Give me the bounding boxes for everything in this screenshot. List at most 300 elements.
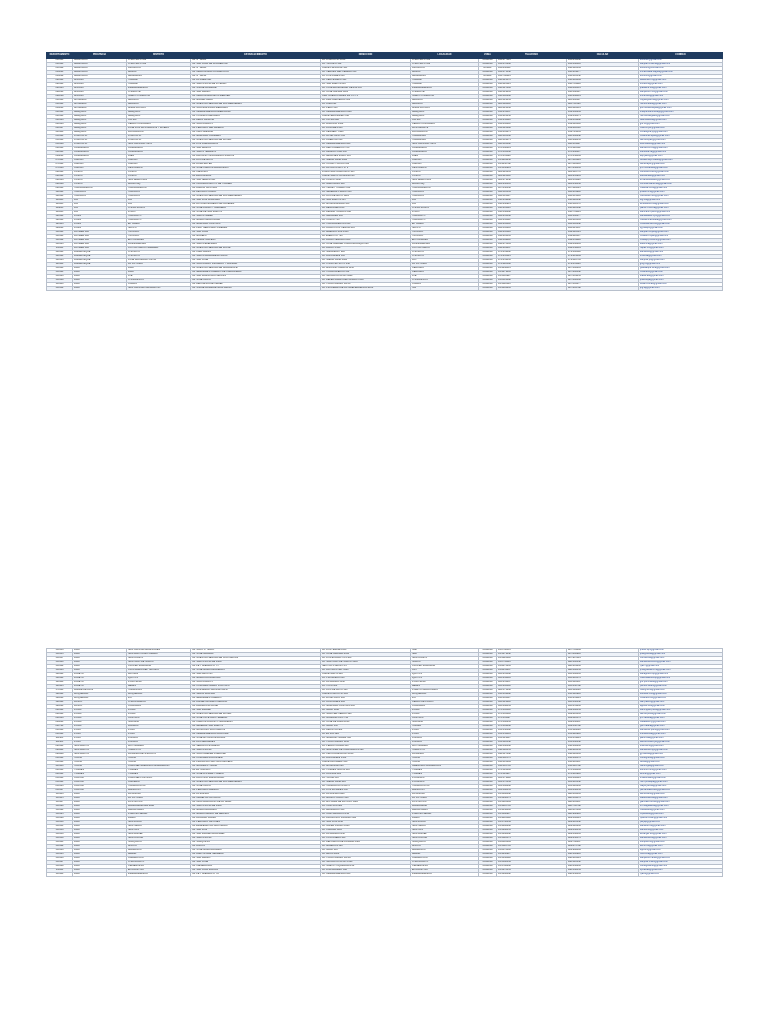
table-cell: I.E. FE Y ALEGRIA N° 17 bbox=[191, 665, 321, 669]
table-cell: 230101 bbox=[47, 757, 73, 761]
table-cell: LIMA bbox=[73, 287, 127, 291]
table-cell: 150130 bbox=[47, 821, 73, 825]
table-cell: 952-210687 bbox=[567, 761, 639, 765]
table-cell: SAN MARTIN bbox=[73, 749, 127, 753]
table-cell: I.E. JUAN ESPINOZA MEDRANO bbox=[191, 107, 321, 111]
email-cell: ciroalegria.pp@gmail.com bbox=[639, 131, 723, 135]
table-cell: I.E. NUESTRA SEÑORA DE LAS MERCEDES bbox=[191, 781, 321, 785]
table-cell: 966-100238 bbox=[567, 135, 639, 139]
table-cell: 054-425690 bbox=[497, 127, 567, 131]
table-cell: AV. SAENZ PEÑA 1020 bbox=[321, 159, 411, 163]
table-cell: I.E. SANTA ROSA bbox=[191, 749, 321, 753]
table-cell: CUSCO bbox=[73, 171, 127, 175]
email-cell: edelmira@gmail.com bbox=[639, 243, 723, 247]
table-cell: 01-4750139 bbox=[497, 821, 567, 825]
table-cell: LA VICTORIA bbox=[411, 797, 479, 801]
table-cell: 989-650576 bbox=[567, 837, 639, 841]
table-cell: I.E. ISABEL LA CATOLICA bbox=[191, 797, 321, 801]
table-cell: URBANA bbox=[479, 789, 497, 793]
table-cell: SAN MIGUEL bbox=[127, 833, 191, 837]
table-cell: APURIMAC bbox=[73, 99, 127, 103]
email-cell: olaya.yarina@gmail.com bbox=[639, 785, 723, 789]
email-cell: fya17@gmail.com bbox=[639, 665, 723, 669]
table-cell: URBANA bbox=[479, 685, 497, 689]
table-cell: 987-301455 bbox=[567, 275, 639, 279]
table-cell: MAGDALENA DEL MAR bbox=[127, 805, 191, 809]
table-cell: 043-318260 bbox=[497, 95, 567, 99]
table-cell: I.E. N° 18001 bbox=[191, 59, 321, 63]
table-cell: AV. LARCO 1540 bbox=[321, 247, 411, 251]
table-cell: 990-540354 bbox=[567, 869, 639, 873]
table-cell: 962-315410 bbox=[567, 195, 639, 199]
table-cell: LIMA bbox=[73, 661, 127, 665]
table-cell: URBANA bbox=[479, 833, 497, 837]
email-cell: smsofia@gmail.com bbox=[639, 255, 723, 259]
table-cell: SURCO bbox=[411, 661, 479, 665]
table-cell: I.E. JUAN PABLO II bbox=[191, 681, 321, 685]
table-cell: I.E. MERCEDES CABELLO DE CARBONERA bbox=[191, 271, 321, 275]
table-cell: I.E. PERUANO ALEMAN bbox=[191, 789, 321, 793]
table-cell: CAJAMARCA bbox=[127, 151, 191, 155]
table-cell: 01-4271803 bbox=[497, 271, 567, 275]
table-cell: LIMA bbox=[73, 809, 127, 813]
table-cell: LIMA bbox=[127, 271, 191, 275]
table-cell: 969-100354 bbox=[567, 709, 639, 713]
table-cell: 949-552019 bbox=[567, 247, 639, 251]
table-cell: 052-413684 bbox=[497, 761, 567, 765]
table-cell: CASTILLA bbox=[127, 717, 191, 721]
table-cell: 965-210576 bbox=[567, 677, 639, 681]
table-cell: AV. EL SOL 820 bbox=[321, 733, 411, 737]
table-cell: HUANUCO bbox=[411, 191, 479, 195]
table-cell: 150134 bbox=[47, 829, 73, 833]
table-cell: 01-3240573 bbox=[497, 797, 567, 801]
table-cell: 953-120910 bbox=[567, 693, 639, 697]
table-cell: AV. ARAMBURU 340 bbox=[321, 809, 411, 813]
table-cell: CHINCHA ALTA bbox=[127, 207, 191, 211]
table-cell: I.E. NUESTRA SEÑORA DE LAS MERCEDES bbox=[191, 195, 321, 199]
email-cell: ie18045@hotmail.com bbox=[639, 67, 723, 71]
table-cell: TARAPOTO bbox=[411, 749, 479, 753]
table-cell: 120114 bbox=[47, 223, 73, 227]
email-cell: lalibertad.hz@gmail.com bbox=[639, 79, 723, 83]
table-cell: AV. LA MARINA 2550 bbox=[321, 833, 411, 837]
table-cell: I.E. JOSE CAYETANO HEREDIA bbox=[191, 717, 321, 721]
table-cell: URBANA bbox=[479, 247, 497, 251]
table-cell: AREQUIPA bbox=[73, 115, 127, 119]
table-cell: 944-002315 bbox=[567, 87, 639, 91]
table-cell: URBANA bbox=[479, 195, 497, 199]
table-cell: URBANA bbox=[479, 805, 497, 809]
table-cell: 210101 bbox=[47, 729, 73, 733]
email-cell: jch.castilla@gmail.com bbox=[639, 717, 723, 721]
table-cell: I.E. SANTA ROSA bbox=[191, 837, 321, 841]
table-cell: 01-4230917 bbox=[497, 853, 567, 857]
table-cell: 200101 bbox=[47, 709, 73, 713]
email-cell: doramayer@gmail.com bbox=[639, 163, 723, 167]
table-cell: RIMAC bbox=[127, 817, 191, 821]
table-cell: 040104 bbox=[47, 123, 73, 127]
table-cell: URBANA bbox=[479, 737, 497, 741]
table-cell: CALLAO bbox=[73, 159, 127, 163]
table-cell: 042-527462 bbox=[497, 753, 567, 757]
table-cell: 070101 bbox=[47, 163, 73, 167]
table-cell: CHICLAYO bbox=[411, 255, 479, 259]
table-cell: 066-312540 bbox=[497, 135, 567, 139]
table-cell: SAN MARTIN bbox=[73, 745, 127, 749]
table-cell: AV. LOS HEROES 820 bbox=[321, 649, 411, 653]
table-cell: 987-522610 bbox=[567, 163, 639, 167]
email-cell: rcastilla.hvca@gmail.com bbox=[639, 187, 723, 191]
email-cell: rpalma.rimac@gmail.com bbox=[639, 817, 723, 821]
table-cell: 200104 bbox=[47, 717, 73, 721]
table-cell: CHICLAYO bbox=[411, 251, 479, 255]
table-cell: 972-100809 bbox=[567, 769, 639, 773]
email-cell: miguelgrau.ab@gmail.com bbox=[639, 99, 723, 103]
table-cell: SULLANA bbox=[411, 721, 479, 725]
table-cell: 990-430243 bbox=[567, 865, 639, 869]
table-cell: ANCASH bbox=[73, 91, 127, 95]
table-cell: 943-201877 bbox=[567, 71, 639, 75]
table-cell: CHIMBOTE bbox=[411, 91, 479, 95]
table-cell: PIURA bbox=[411, 709, 479, 713]
table-cell: PUENTE PIEDRA bbox=[127, 813, 191, 817]
table-cell: AV. TUPAC AMARU KM 11 bbox=[321, 283, 411, 287]
table-cell: I.E. INDEPENDENCIA AMERICANA bbox=[191, 111, 321, 115]
table-cell: 959-520318 bbox=[567, 123, 639, 127]
table-cell: HUANUCO bbox=[411, 195, 479, 199]
table-cell: URBANA bbox=[479, 183, 497, 187]
table-cell: URBANA bbox=[479, 837, 497, 841]
table-cell: 043-421570 bbox=[497, 79, 567, 83]
table-cell: 065-251207 bbox=[497, 681, 567, 685]
table-cell: URBANA bbox=[479, 99, 497, 103]
table-cell: AMAZONAS bbox=[73, 63, 127, 67]
table-cell: 150107 bbox=[47, 861, 73, 865]
table-cell: 043-321845 bbox=[497, 91, 567, 95]
table-cell: URBANA bbox=[479, 159, 497, 163]
table-cell: 942-120344 bbox=[567, 67, 639, 71]
table-cell: ICA bbox=[73, 203, 127, 207]
table-cell: MADRE DE DIOS bbox=[73, 689, 127, 693]
table-cell: 987-604788 bbox=[567, 287, 639, 291]
table-cell: 061-590351 bbox=[497, 789, 567, 793]
table-cell: 976-352009 bbox=[567, 155, 639, 159]
table-cell: 150101 bbox=[47, 271, 73, 275]
table-cell: 040112 bbox=[47, 131, 73, 135]
table-cell: I.E. JUAN JIMENEZ PIMENTEL bbox=[191, 753, 321, 757]
table-cell: TUMBES bbox=[73, 773, 127, 777]
email-cell: ciencias.cusco@gmail.com bbox=[639, 171, 723, 175]
table-cell: TACNA bbox=[127, 757, 191, 761]
table-cell: I.E. SAN LUIS GONZAGA bbox=[191, 199, 321, 203]
table-cell: I.E. PERUANO DEL MILENIO bbox=[191, 127, 321, 131]
column-header: CORREO bbox=[639, 53, 723, 59]
table-cell: 150136 bbox=[47, 833, 73, 837]
table-cell: HUARAZ bbox=[411, 83, 479, 87]
table-cell: 073-502233 bbox=[497, 721, 567, 725]
table-cell: 150131 bbox=[47, 825, 73, 829]
table-cell: 150117 bbox=[47, 801, 73, 805]
email-cell: ancon.ie@gmail.com bbox=[639, 845, 723, 849]
table-cell: 040101 bbox=[47, 111, 73, 115]
table-cell: 030101 bbox=[47, 103, 73, 107]
directory-table-page-1 bbox=[46, 52, 723, 291]
table-cell: ILO bbox=[127, 697, 191, 701]
table-cell: AV. MANCO CAPAC 910 bbox=[321, 797, 411, 801]
table-row bbox=[47, 287, 723, 291]
table-cell: I.E. SAN PEDRO bbox=[191, 91, 321, 95]
table-cell: I.E. EDUCANDAS bbox=[191, 175, 321, 179]
table-cell: AMAZONAS bbox=[73, 75, 127, 79]
table-cell: LIMA bbox=[73, 849, 127, 853]
table-cell: I.E. JOSE MARIA EGUREN bbox=[191, 849, 321, 853]
table-cell: AREQUIPA bbox=[73, 127, 127, 131]
table-cell: PIURA bbox=[73, 725, 127, 729]
table-cell: HUANCAYO bbox=[127, 215, 191, 219]
email-cell: garcilaso.olivos@gmail.com bbox=[639, 801, 723, 805]
table-cell: I.E. CESAR VALLEJO bbox=[191, 239, 321, 243]
table-cell: HUANCAVELICA bbox=[127, 187, 191, 191]
table-cell: 989-760687 bbox=[567, 841, 639, 845]
table-cell: 150102 bbox=[47, 845, 73, 849]
table-cell: AREQUIPA bbox=[127, 111, 191, 115]
table-cell: 043-423114 bbox=[497, 83, 567, 87]
email-cell: guadalupe.lima@gmail.com bbox=[639, 267, 723, 271]
table-cell: CUSCO bbox=[73, 175, 127, 179]
table-cell: 030101 bbox=[47, 99, 73, 103]
table-cell: TRUJILLO bbox=[411, 235, 479, 239]
table-cell: I.E. INCA GARCILASO DE LA VEGA bbox=[191, 801, 321, 805]
table-cell: LIMA bbox=[73, 869, 127, 873]
table-cell: 990-320132 bbox=[567, 861, 639, 865]
email-cell: sanjose.chacl@gmail.com bbox=[639, 861, 723, 865]
table-cell: 961-430354 bbox=[567, 789, 639, 793]
table-cell: HUARAZ bbox=[411, 79, 479, 83]
table-cell: URBANA bbox=[479, 259, 497, 263]
table-cell: PUNO bbox=[127, 733, 191, 737]
table-cell: ABANCAY bbox=[127, 99, 191, 103]
table-cell: AV. GIRALDEZ 285 bbox=[321, 215, 411, 219]
table-cell: PUNO bbox=[411, 733, 479, 737]
table-cell: CALLE NAUTA 420 bbox=[321, 673, 411, 677]
table-cell: URBANA bbox=[479, 665, 497, 669]
table-cell: 959-724461 bbox=[567, 131, 639, 135]
table-cell: URBANA bbox=[479, 821, 497, 825]
table-cell: IQUITOS bbox=[411, 673, 479, 677]
table-cell: AV. TUMBES NORTE 410 bbox=[321, 769, 411, 773]
table-cell: JULIACA bbox=[411, 737, 479, 741]
email-cell: mcastilla.tambo@gmail.com bbox=[639, 223, 723, 227]
table-cell: URBANA bbox=[479, 657, 497, 661]
table-cell: URBANA bbox=[479, 717, 497, 721]
table-cell: AV. CUSCO 1340 bbox=[321, 179, 411, 183]
email-cell: modelo.trujillo@gmail.com bbox=[639, 235, 723, 239]
table-cell: 150137 bbox=[47, 657, 73, 661]
table-cell: LA LIBERTAD bbox=[73, 243, 127, 247]
table-cell: SULLANA bbox=[127, 721, 191, 725]
table-cell: HUARAZ bbox=[127, 79, 191, 83]
table-cell: NUEVO CHIMBOTE bbox=[411, 95, 479, 99]
table-row bbox=[47, 873, 723, 877]
table-cell: 130105 bbox=[47, 243, 73, 247]
table-cell: 041-478260 bbox=[497, 63, 567, 67]
table-cell: URBANA bbox=[479, 203, 497, 207]
table-cell: AV. BOLOGNESI 1530 bbox=[321, 757, 411, 761]
email-cell: sjmacias@gmail.com bbox=[639, 869, 723, 873]
table-cell: CERCADO bbox=[411, 267, 479, 271]
table-cell: I.E. JOSE MARIA ARGUEDAS bbox=[191, 669, 321, 673]
table-cell: UCAYALI bbox=[73, 785, 127, 789]
table-cell: I.E. NUESTRA SEÑORA DE FATIMA bbox=[191, 713, 321, 717]
email-cell: jjp.banda@gmail.com bbox=[639, 753, 723, 757]
email-cell: deanvaldivia@gmail.com bbox=[639, 119, 723, 123]
table-cell: PUNCHANA bbox=[127, 681, 191, 685]
table-cell: HUANUCO bbox=[73, 191, 127, 195]
table-cell: LIMA bbox=[73, 793, 127, 797]
table-cell: 040107 bbox=[47, 127, 73, 131]
table-cell: 941-562310 bbox=[567, 63, 639, 67]
table-cell: 01-5430028 bbox=[497, 857, 567, 861]
table-cell: URBANA bbox=[479, 175, 497, 179]
table-cell: ICA bbox=[73, 211, 127, 215]
table-cell: 989-870798 bbox=[567, 845, 639, 849]
table-cell: 150122 bbox=[47, 809, 73, 813]
table-cell: HUANUCO bbox=[73, 195, 127, 199]
table-cell: CAYMA bbox=[411, 119, 479, 123]
table-cell: 250105 bbox=[47, 785, 73, 789]
table-cell: 984-341120 bbox=[567, 179, 639, 183]
table-cell: 060101 bbox=[47, 151, 73, 155]
table-cell: MAGDALENA bbox=[411, 805, 479, 809]
table-cell: 076-365340 bbox=[497, 151, 567, 155]
table-cell: 020101 bbox=[47, 83, 73, 87]
table-cell: PLAZA SAN FRANCISCO S/N bbox=[321, 171, 411, 175]
table-cell: EL TAMBO bbox=[127, 223, 191, 227]
table-cell: CIENEGUILLA bbox=[127, 865, 191, 869]
table-cell: LIMA bbox=[73, 665, 127, 669]
table-cell: CAJAMARCA bbox=[73, 155, 127, 159]
table-cell: AV. INDEPENDENCIA 920 bbox=[321, 873, 411, 877]
table-cell: JOSE LEONARDO ORTIZ bbox=[127, 259, 191, 263]
table-cell: CERRO COLORADO bbox=[127, 123, 191, 127]
table-cell: ICA bbox=[411, 199, 479, 203]
table-cell: 043-427806 bbox=[497, 87, 567, 91]
table-cell: URBANA bbox=[479, 287, 497, 291]
table-cell: I.E. N° 16214 bbox=[191, 75, 321, 79]
table-cell: INDEPENDENCIA bbox=[127, 873, 191, 877]
table-cell: AV. NICOLAS AYLLON 1520 bbox=[321, 861, 411, 865]
table-cell: I.E. FAUSTINO MALDONADO bbox=[191, 777, 321, 781]
table-cell: 041-830112 bbox=[497, 67, 567, 71]
table-cell: URBANA bbox=[479, 179, 497, 183]
table-cell: PISCO bbox=[127, 211, 191, 215]
table-cell: 041-790225 bbox=[497, 75, 567, 79]
table-cell: 951-220910 bbox=[567, 733, 639, 737]
table-cell: MOQUEGUA bbox=[127, 693, 191, 697]
table-cell: AV. YARINACOCHA KM 4 bbox=[321, 785, 411, 789]
table-cell: URBANA bbox=[479, 829, 497, 833]
table-cell: PIURA bbox=[73, 713, 127, 717]
table-cell: URBANA bbox=[479, 725, 497, 729]
table-cell: 943-662014 bbox=[567, 95, 639, 99]
table-cell: I.E. RICARDO PALMA bbox=[191, 817, 321, 821]
table-cell: I.E. SANTA MAGDALENA SOFIA bbox=[191, 255, 321, 259]
table-cell: URBANA bbox=[479, 745, 497, 749]
table-cell: CAJAMARCA bbox=[127, 147, 191, 151]
email-cell: sanluis.ie@gmail.com bbox=[639, 829, 723, 833]
table-cell: 01-2410684 bbox=[497, 841, 567, 845]
table-cell: I.E. LA MOLINA bbox=[191, 793, 321, 797]
table-cell: HUARAZ bbox=[127, 83, 191, 87]
table-cell: AV. CANADA 1410 bbox=[321, 829, 411, 833]
table-cell: 951-442132 bbox=[567, 741, 639, 745]
table-cell: AV. FERMIN TANGUIS 640 bbox=[321, 211, 411, 215]
table-cell: URBANA bbox=[479, 279, 497, 283]
table-cell: EL PORVENIR bbox=[127, 239, 191, 243]
email-cell: jaencinas@gmail.com bbox=[639, 737, 723, 741]
table-cell: 990-650465 bbox=[567, 873, 639, 877]
table-cell: I.E. JORGE BASADRE GROHMANN bbox=[191, 287, 321, 291]
table-cell: WANCHAQ bbox=[127, 183, 191, 187]
email-cell: sanagustin.iqt@gmail.com bbox=[639, 673, 723, 677]
table-cell: HUANCAYO bbox=[411, 219, 479, 223]
table-cell: I.E. MARISCAL CACERES bbox=[191, 135, 321, 139]
table-cell: CAJAMARCA bbox=[73, 147, 127, 151]
table-cell: 052-316795 bbox=[497, 765, 567, 769]
table-cell: TUMBES bbox=[127, 769, 191, 773]
table-cell: AMAZONAS bbox=[73, 71, 127, 75]
table-cell: URBANA bbox=[479, 869, 497, 873]
table-cell: 962-201918 bbox=[567, 191, 639, 195]
table-cell: 211101 bbox=[47, 737, 73, 741]
table-cell: URBANA bbox=[479, 151, 497, 155]
table-cell: LORETO bbox=[73, 677, 127, 681]
email-cell: israel.comas@gmail.com bbox=[639, 283, 723, 287]
email-cell: arcangel.sm@gmail.com bbox=[639, 833, 723, 837]
table-cell: URBANA bbox=[479, 841, 497, 845]
table-cell: AV. PERU 410 bbox=[321, 107, 411, 111]
table-cell: URBANA bbox=[479, 111, 497, 115]
table-cell: 073-341127 bbox=[497, 717, 567, 721]
column-header: ESTABLECIMIENTO bbox=[191, 53, 321, 59]
table-cell: LAMBAYEQUE bbox=[73, 263, 127, 267]
email-cell: bherrera@gmail.com bbox=[639, 853, 723, 857]
table-cell: BARRANCO bbox=[127, 849, 191, 853]
table-cell: VENTANILLA bbox=[411, 167, 479, 171]
table-cell: AMAZONAS bbox=[73, 59, 127, 63]
table-cell: UCAYALI bbox=[73, 777, 127, 781]
table-cell: 054-213856 bbox=[497, 115, 567, 119]
table-cell: I.E. SANTA EDELMIRA bbox=[191, 243, 321, 247]
table-cell: I.E. LA LIBERTAD bbox=[191, 79, 321, 83]
table-cell: 160101 bbox=[47, 677, 73, 681]
table-cell: 010101 bbox=[47, 59, 73, 63]
table-cell: I.E. FE Y ALEGRIA N° 11 bbox=[191, 873, 321, 877]
table-cell: 073-303512 bbox=[497, 709, 567, 713]
email-cell: lishner@gmail.com bbox=[639, 773, 723, 777]
email-cell: educandas@gmail.com bbox=[639, 175, 723, 179]
table-cell: URBANA bbox=[479, 781, 497, 785]
table-cell: CIENEGUILLA bbox=[411, 865, 479, 869]
table-cell: URBANA bbox=[479, 873, 497, 877]
table-cell: SECTOR 2 GRUPO 15 bbox=[321, 665, 411, 669]
table-cell: PUNO bbox=[127, 729, 191, 733]
table-cell: JULIACA bbox=[411, 741, 479, 745]
table-cell: URBANA bbox=[479, 91, 497, 95]
table-cell: 150139 bbox=[47, 837, 73, 841]
table-cell: HUAMANGA bbox=[411, 135, 479, 139]
